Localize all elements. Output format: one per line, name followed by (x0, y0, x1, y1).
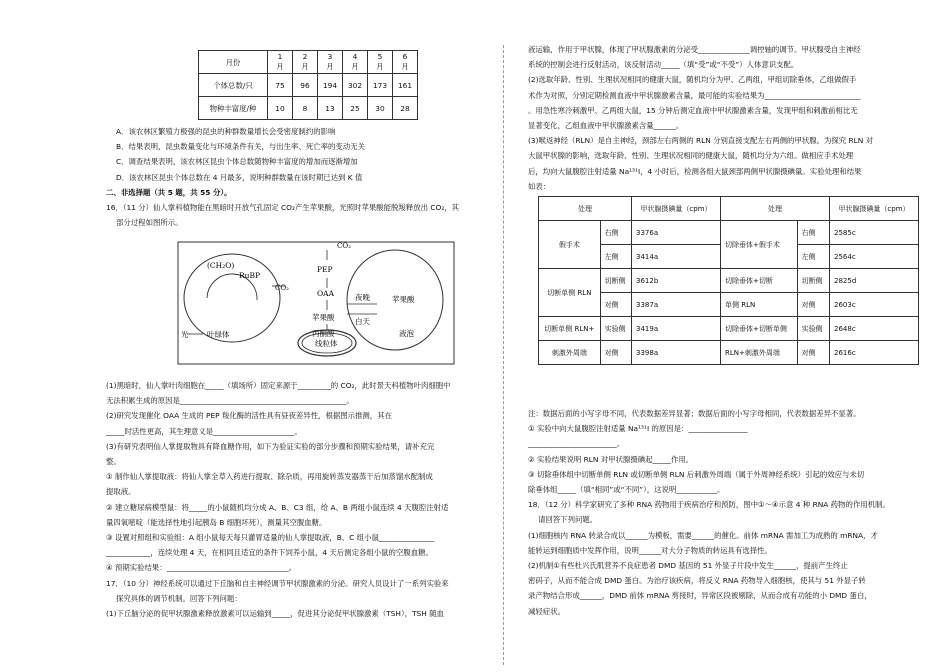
option-c: C．调查结果表明，该农林区昆虫个体总数随物种丰富度的增加而逐渐增加 (116, 157, 358, 167)
table-cell: 3387a (632, 293, 721, 317)
table-cell: 右侧 (600, 221, 631, 245)
table-cell: 切断侧 (797, 269, 829, 293)
table-row (539, 341, 919, 365)
chloroplast-label: 叶绿体 (207, 330, 230, 339)
table-cell: 161 (393, 74, 418, 97)
q18-line: (1)细胞核内 RNA 转录合成以______为模板，需要______的催化。前体 mRNA 需加工为成熟的 mRNA，才 (528, 530, 878, 540)
q17-line: ② 实验结果说明 RLN 对甲状腺摄碘起_____作用。 (528, 454, 694, 464)
q16-intro-cont: 部分过程如图所示。 (116, 218, 183, 228)
q16-line: (3)有研究表明仙人掌提取物具有降血糖作用，如下为验证实验的部分步骤和预期实验结果，请补充完 (106, 441, 435, 451)
q16-line: (2)研究发现催化 OAA 生成的 PEP 羧化酶的活性具有昼夜差异性，根据图示推测，其在 (106, 411, 392, 421)
q17-line: ③ 切除垂体组中切断单侧 RLN 或切断单侧 RLN 后刺激外周端（属于外周神经系统）引起的效应与未切 (528, 469, 865, 479)
table-cell: RLN+刺激外周端 (721, 341, 798, 365)
table-cell: 切断侧 (600, 269, 631, 293)
table-row (199, 51, 418, 74)
table-cell: 3612b (632, 269, 721, 293)
table-header-cell: 甲状腺摄碘量（cpm） (830, 197, 919, 221)
q16-line: ____________，连续处理 4 天，在相同且适宜的条件下饲养小鼠，4 天后测定各组小鼠的空腹血糖。 (106, 548, 433, 558)
table-cell: 2603c (830, 293, 919, 317)
q16-line: ③ 设置对照组和实验组：A 组小鼠每天每只灌胃适量的仙人掌提取液，B、C 组小鼠_______________ (106, 533, 435, 543)
table-header-cell: 月份 (199, 51, 268, 74)
pyruvate-label: 丙酮酸 (312, 329, 335, 338)
q16-line: 无法积累生成的原因是_____________________________________________。 (106, 396, 354, 406)
q17-line: 除垂体组_____（填“相同”或“不同”），这说明___________。 (528, 485, 725, 495)
table-cell: 2648c (830, 317, 919, 341)
table-cell: 假手术 (539, 221, 601, 269)
table-cell: 3398a (632, 341, 721, 365)
insect-survey-table (198, 50, 418, 120)
table-header-cell: 处理 (721, 197, 830, 221)
q16-line: ④ 预期实验结果：_________________________________。 (106, 563, 297, 573)
oaa-label: OAA (317, 289, 334, 298)
q16-line: _____时活性更高，其生理意义是______________________。 (106, 426, 302, 436)
q18-line: 密码子，从而不能合成 DMD 蛋白。为治疗该疾病，将反义 RNA 药物导入细胞核，使其与 51 外显子转 (528, 576, 866, 586)
q17-line: 17．（10 分）神经系统可以通过下丘脑和自主神经调节甲状腺激素的分泌。研究人员设计了一系列实验来 (106, 578, 449, 588)
right-column-lower (528, 406, 910, 619)
co2-mid-label: CO₂ (275, 284, 289, 292)
table-cell: 右侧 (797, 221, 829, 245)
table-cell: 对侧 (797, 293, 829, 317)
malic-acid-left-label: 苹果酸 (312, 313, 335, 322)
option-d: D．该农林区昆虫个体总数在 4 月最多，说明种群数量在该时期已达到 K 值 (116, 172, 363, 182)
table-row (199, 97, 418, 120)
table-row (199, 74, 418, 97)
q16-line: ② 建立糖尿病模型鼠：将_____的小鼠随机均分成 A、B、C3 组，给 A、B 两组小鼠连续 4 天腹腔注射适 (106, 502, 449, 512)
q16-line: 整。 (106, 457, 121, 467)
table-cell: 切除垂体+切断 (721, 269, 798, 293)
month-cell: 5 月 (368, 51, 393, 74)
table-cell: 实验侧 (797, 317, 829, 341)
q18-line: 请回答下列问题。 (538, 515, 598, 525)
table-cell: 3414a (632, 245, 721, 269)
table-cell: 8 (293, 97, 318, 120)
q18-line: 减轻症状。 (528, 606, 565, 616)
left-column-upper (106, 124, 498, 230)
q17-line: (1)下丘脑分泌的促甲状腺激素释放激素可以运输到_____，促进其分泌促甲状腺激素（TSH），TSH 随血 (106, 609, 444, 619)
q17-line: (2)选取年龄、性别、生理状况相同的健康大鼠，随机均分为甲、乙两组，甲组切除垂体，乙组做假手 (528, 75, 857, 85)
section-title: 二、非选择题（共 5 题，共 55 分）。 (106, 187, 232, 197)
malic-acid-right-label: 苹果酸 (392, 295, 415, 304)
night-label: 夜晚 (355, 293, 370, 302)
month-cell: 1 月 (268, 51, 293, 74)
q16-line: ① 制作仙人掌提取液：将仙人掌全草入药进行提取、除杂质，再用旋转蒸发器蒸干后加蒸馏水配制成 (106, 472, 433, 482)
table-cell: 对侧 (797, 341, 829, 365)
mitochondrion-label: 线粒体 (315, 339, 338, 348)
table-row (539, 317, 919, 341)
table-cell: 切除垂体+切断单侧 (721, 317, 798, 341)
q17-line: 探究具体的调节机制。回答下列问题： (116, 593, 242, 603)
row-label: 物种丰富度/种 (199, 97, 268, 120)
table-header-cell: 甲状腺摄碘量（cpm） (632, 197, 721, 221)
table-cell: 302 (343, 74, 368, 97)
table-cell: 2825d (830, 269, 919, 293)
table-header-cell: 处理 (539, 197, 632, 221)
q16-line: 量四氧嘧啶（能选择性地引起胰岛 B 细胞坏死），测量其空腹血糖。 (106, 517, 327, 527)
table-cell: 对侧 (600, 293, 631, 317)
column-divider (503, 45, 504, 665)
table-cell: 173 (368, 74, 393, 97)
table-cell: 28 (393, 97, 418, 120)
table-cell: 13 (318, 97, 343, 120)
option-a: A．该农林区繁殖力极强的昆虫的种群数量增长会受密度制约的影响 (116, 127, 336, 136)
table-cell: 左侧 (600, 245, 631, 269)
q17-line: 液运输，作用于甲状腺，体现了甲状腺激素的分泌受______________调控轴的调节。甲状腺受自主神经 (528, 45, 861, 54)
table-cell: 96 (293, 74, 318, 97)
table-cell: 10 (268, 97, 293, 120)
table-cell: 2585c (830, 221, 919, 245)
row-label: 个体总数/只 (199, 74, 268, 97)
co2-top-label: CO₂ (337, 242, 351, 250)
q17-line: 大鼠甲状腺的影响，选取年龄、性别、生理状况相同的健康大鼠，随机均分为六组。做相应手术处理 (528, 151, 854, 161)
month-cell: 2 月 (293, 51, 318, 74)
q17-line: 如表： (528, 181, 551, 191)
q18-line: 录产物结合形成______，DMD 前体 mRNA 剪接时，异常区段被剔除，从而合成有功能的小 DMD 蛋白， (528, 591, 872, 601)
right-column-upper (528, 42, 910, 194)
table-cell: 切断单侧 RLN (539, 269, 601, 317)
table-cell: 切除垂体+假手术 (721, 221, 798, 269)
q17-line: 。用急性寒冷刺激甲、乙两组大鼠，15 分钟后测定血液中甲状腺激素含量，发现甲组和刺激前相比无 (528, 105, 858, 115)
table-cell: 2564c (830, 245, 919, 269)
table-note: 注：数据后面的小写字母不同，代表数据差异显著；数据后面的小写字母相同，代表数据差异不显著。 (528, 409, 861, 418)
q17-line: 显著变化，乙组血液中甲状腺激素含量______。 (528, 121, 684, 131)
q16-intro: 16．（11 分）仙人掌科植物能在黑暗时开放气孔固定 CO₂产生苹果酸，光照时苹果酸能脱羧释放出 CO₂，其 (106, 203, 460, 213)
table-cell: 左侧 (797, 245, 829, 269)
table-cell: 25 (343, 97, 368, 120)
table-cell: 切断单侧 RLN+ (539, 317, 601, 341)
table-cell: 194 (318, 74, 343, 97)
day-label: 白天 (355, 317, 370, 326)
q17-line: ________________________。 (528, 439, 625, 449)
q18-line: 能转运到细胞质中发挥作用，说明______对大分子物质的转运具有选择性。 (528, 545, 772, 555)
table-cell: 3376a (632, 221, 721, 245)
iodine-uptake-table (538, 196, 919, 365)
q16-line: 提取液。 (106, 487, 136, 497)
table-row (539, 221, 919, 245)
table-cell: 3419a (632, 317, 721, 341)
month-cell: 6 月 (393, 51, 418, 74)
rubp-label: RuBP (239, 271, 261, 280)
q17-line: ① 实验中向大鼠腹腔注射适量 Na¹³¹I 的原因是：________________ (528, 424, 748, 434)
light-label: 光 (181, 330, 189, 339)
q18-line: (2)机制①有些杜兴氏肌营养不良症患者 DMD 基因的 51 外显子片段中发生______，提前产生终止 (528, 561, 848, 571)
cam-pathway-diagram (177, 238, 457, 366)
q17-line: 系统的控制会进行反射活动，该反射活动_____（填“受”或“不受”）人体意识支配。 (528, 60, 799, 70)
table-cell: 单侧 RLN (721, 293, 798, 317)
table-row (539, 269, 919, 293)
q17-line: 后，均向大鼠腹腔注射适量 Na¹³¹I，4 小时后，检测各组大鼠颈部两侧甲状腺摄碘量。实验处理和结果 (528, 166, 862, 176)
table-cell: 30 (368, 97, 393, 120)
pep-label: PEP (317, 265, 333, 274)
q17-line: (3)喉返神经（RLN）是自主神经，颈部左右两侧的 RLN 分别直接支配左右两侧的甲状腺。为探究 RLN 对 (528, 136, 874, 146)
month-cell: 3 月 (318, 51, 343, 74)
vacuole-label: 液泡 (399, 329, 414, 338)
ch2o-label: (CH₂O) (207, 261, 235, 270)
q18-line: 18．（12 分）科学家研究了多种 RNA 药物用于疾病治疗和预防，图中①～④示意 4 种 RNA 药物的作用机制。 (528, 500, 890, 510)
month-cell: 4 月 (343, 51, 368, 74)
q17-line: 术作为对照，分别定期检测血液中甲状腺激素含量，最可能的实验结果为__________________________ (528, 90, 861, 100)
q16-line: (1)黑暗时，仙人掌叶肉细胞在_____（填场所）固定来源于_________的 CO₂，此时景天科植物叶肉细胞中 (106, 381, 451, 390)
table-cell: 刺激外周端 (539, 341, 601, 365)
table-row (539, 197, 919, 221)
table-cell: 实验侧 (600, 317, 631, 341)
option-b: B．结果表明，昆虫数量变化与环境条件有关，与出生率、死亡率的变动无关 (116, 142, 365, 152)
table-cell: 2616c (830, 341, 919, 365)
table-cell: 75 (268, 74, 293, 97)
table-cell: 对侧 (600, 341, 631, 365)
left-column-lower (106, 378, 498, 621)
